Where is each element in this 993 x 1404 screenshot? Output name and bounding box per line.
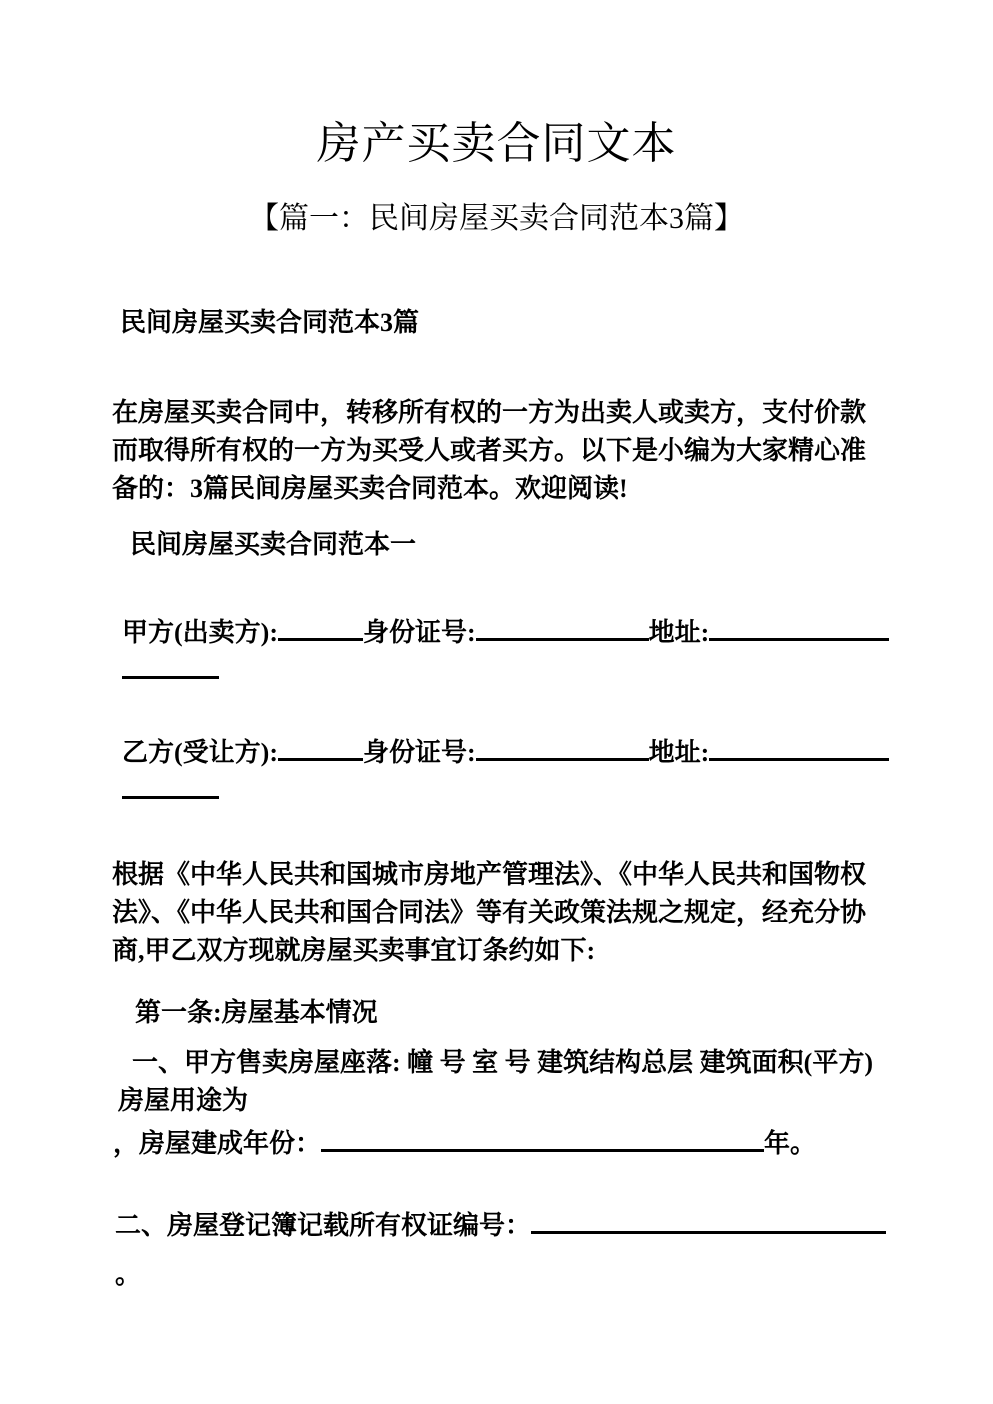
party-a-line xyxy=(122,614,889,652)
party-b-blank-continuation xyxy=(122,772,219,810)
party-b-line xyxy=(122,734,889,772)
party-b-id-blank xyxy=(476,756,649,761)
item-2-label: 二、房屋登记簿记载所有权证编号： xyxy=(115,1211,532,1240)
build-year-label: ，房屋建成年份： xyxy=(113,1129,322,1158)
party-a-addr-blank xyxy=(709,636,889,641)
party-b-addr-blank-continued xyxy=(122,794,219,799)
build-year-blank xyxy=(321,1147,764,1152)
party-b-id-label: 身份证号: xyxy=(362,738,476,767)
item-1-line-2: 房屋用途为 xyxy=(118,1086,249,1115)
party-b-addr-blank xyxy=(709,756,889,761)
section-heading-3-samples: 民间房屋买卖合同范本3篇 xyxy=(120,308,420,337)
build-year-line xyxy=(113,1125,816,1163)
party-a-label-real: 甲方(出卖方): xyxy=(122,618,278,647)
clause-1-item-2 xyxy=(115,1207,886,1245)
document-title: 房产买卖合同文本 xyxy=(316,119,677,168)
intro-paragraph: 在房屋买卖合同中，转移所有权的一方为出卖人或卖方，支付价款而取得所有权的一方为买受人或者买方。以下是小编为大家精心准备的：3篇民间房屋买卖合同范本。欢迎阅读! xyxy=(112,398,867,503)
item-1-line-1: 一、甲方售卖房屋座落: 幢 号 室 号 建筑结构总层 建筑面积(平方) xyxy=(132,1048,873,1077)
party-a-addr-label: 地址: xyxy=(648,618,710,647)
clause-1-item-1 xyxy=(118,1044,896,1120)
trailing-period: 。 xyxy=(115,1260,142,1289)
legal-basis-paragraph: 根据《中华人民共和国城市房地产管理法》、《中华人民共和国物权法》、《中华人民共和国合同法》等有关政策法规之规定，经充分协商,甲乙双方现就房屋买卖事宜订条约如下: xyxy=(112,860,867,965)
build-year-suffix: 年。 xyxy=(764,1129,817,1158)
party-a-name-blank xyxy=(278,636,363,641)
party-b-label: 乙方(受让方): xyxy=(122,738,278,767)
party-a-addr-blank-continued xyxy=(122,674,219,679)
document-subtitle: 【篇一：民间房屋买卖合同范本3篇】 xyxy=(249,202,744,235)
party-b-name-blank xyxy=(278,756,363,761)
party-a-blank-continuation xyxy=(122,652,219,690)
sample-one-heading: 民间房屋买卖合同范本一 xyxy=(130,530,417,559)
clause-1-heading: 第一条:房屋基本情况 xyxy=(135,998,378,1027)
ownership-cert-number-blank xyxy=(531,1229,886,1234)
party-a-id-label: 身份证号: xyxy=(362,618,476,647)
party-b-addr-label: 地址: xyxy=(648,738,710,767)
party-a-id-blank xyxy=(476,636,649,641)
